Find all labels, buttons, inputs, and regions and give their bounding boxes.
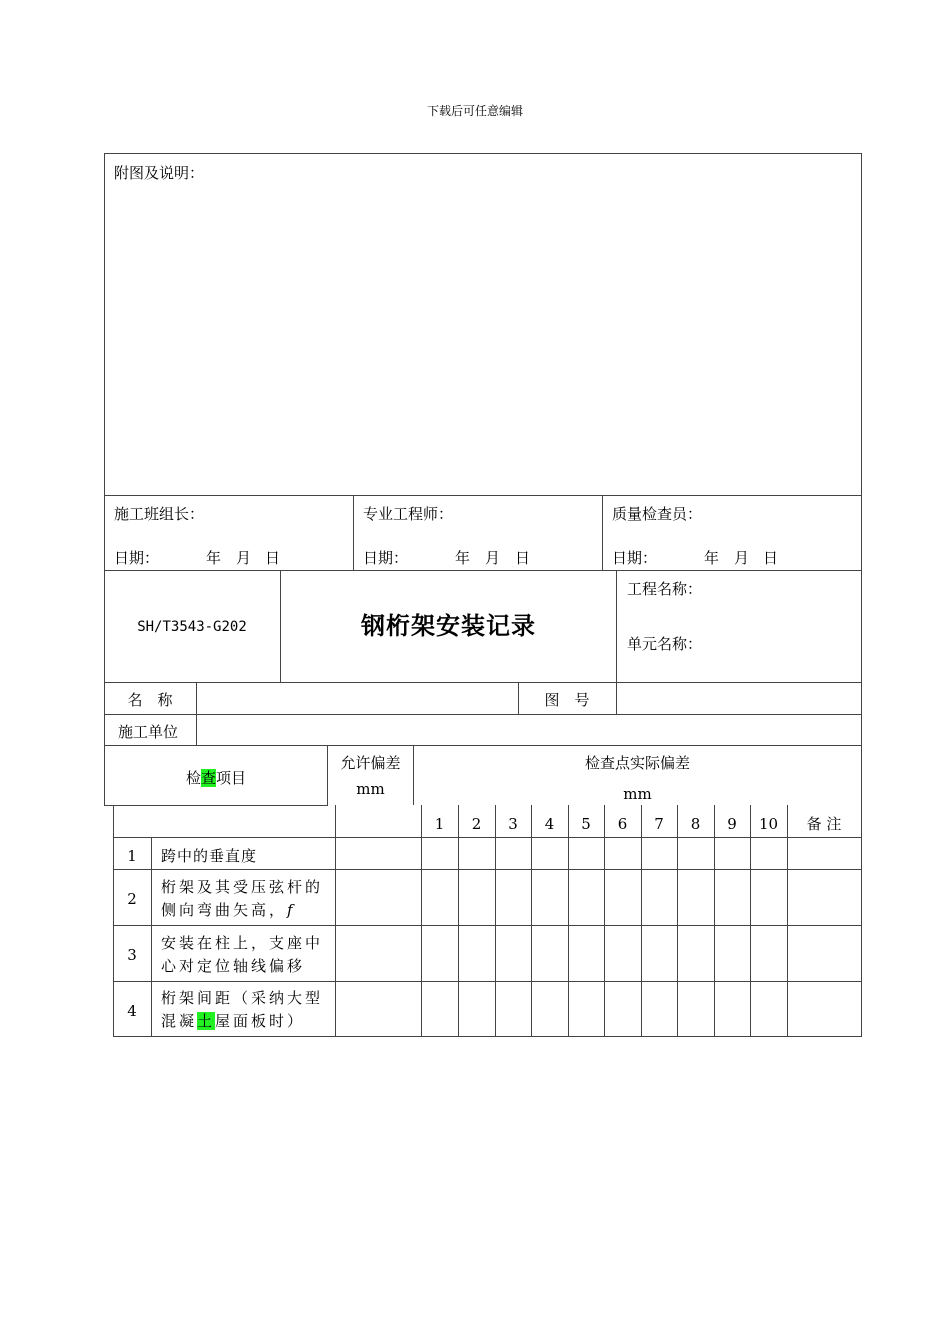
row-number: 2	[127, 890, 137, 908]
year-label: 年	[704, 549, 720, 567]
month-label: 月	[236, 549, 252, 567]
month-label: 月	[734, 549, 750, 567]
role-label: 施工班组长：	[114, 505, 205, 523]
day-label: 日	[265, 549, 281, 567]
role-label: 质量检查员：	[612, 505, 703, 523]
point-header: 3	[508, 815, 518, 833]
date-label: 日期：	[612, 549, 658, 567]
year-label: 年	[206, 549, 222, 567]
project-name-label: 工程名称：	[627, 580, 703, 598]
date-label: 日期：	[114, 549, 160, 567]
name-label: 名 称	[127, 691, 173, 709]
year-label: 年	[455, 549, 471, 567]
row-number: 1	[127, 847, 137, 865]
row-item-text: 桁架及其受压弦杆的侧向弯曲矢高，f	[161, 878, 324, 919]
row-number: 3	[127, 946, 137, 964]
point-header: 4	[544, 815, 555, 833]
page-header-note: 下载后可任意编辑	[426, 104, 523, 118]
tolerance-header: 允许偏差	[340, 754, 401, 772]
point-header: 1	[434, 815, 445, 833]
point-header: 7	[654, 815, 664, 833]
drawing-number-label: 图 号	[544, 691, 590, 709]
row-item-text: 跨中的垂直度	[161, 847, 258, 865]
check-item-header: 检查项目	[185, 769, 247, 787]
remark-header: 备 注	[806, 815, 842, 833]
day-label: 日	[515, 549, 531, 567]
form-title: 钢桁架安装记录	[361, 612, 536, 640]
row-number: 4	[127, 1002, 137, 1020]
row-item-text: 桁架间距（采纳大型混凝土屋面板时）	[161, 989, 324, 1030]
month-label: 月	[485, 549, 501, 567]
point-header: 2	[471, 815, 482, 833]
actual-deviation-unit: mm	[623, 785, 652, 803]
form-code: SH/T3543-G202	[137, 619, 247, 635]
attachment-label: 附图及说明：	[114, 164, 205, 182]
point-header: 9	[727, 815, 737, 833]
row-item-text: 安装在柱上，支座中心对定位轴线偏移	[161, 934, 324, 975]
role-label: 专业工程师：	[363, 505, 454, 523]
tolerance-unit: mm	[356, 780, 385, 798]
point-header: 8	[690, 815, 701, 833]
unit-name-label: 单元名称：	[627, 635, 703, 653]
point-header: 10	[758, 815, 779, 833]
contractor-label: 施工单位	[118, 723, 179, 741]
point-header: 5	[581, 815, 591, 833]
point-header: 6	[617, 815, 628, 833]
date-label: 日期：	[363, 549, 409, 567]
day-label: 日	[763, 549, 779, 567]
actual-deviation-header: 检查点实际偏差	[584, 754, 690, 772]
